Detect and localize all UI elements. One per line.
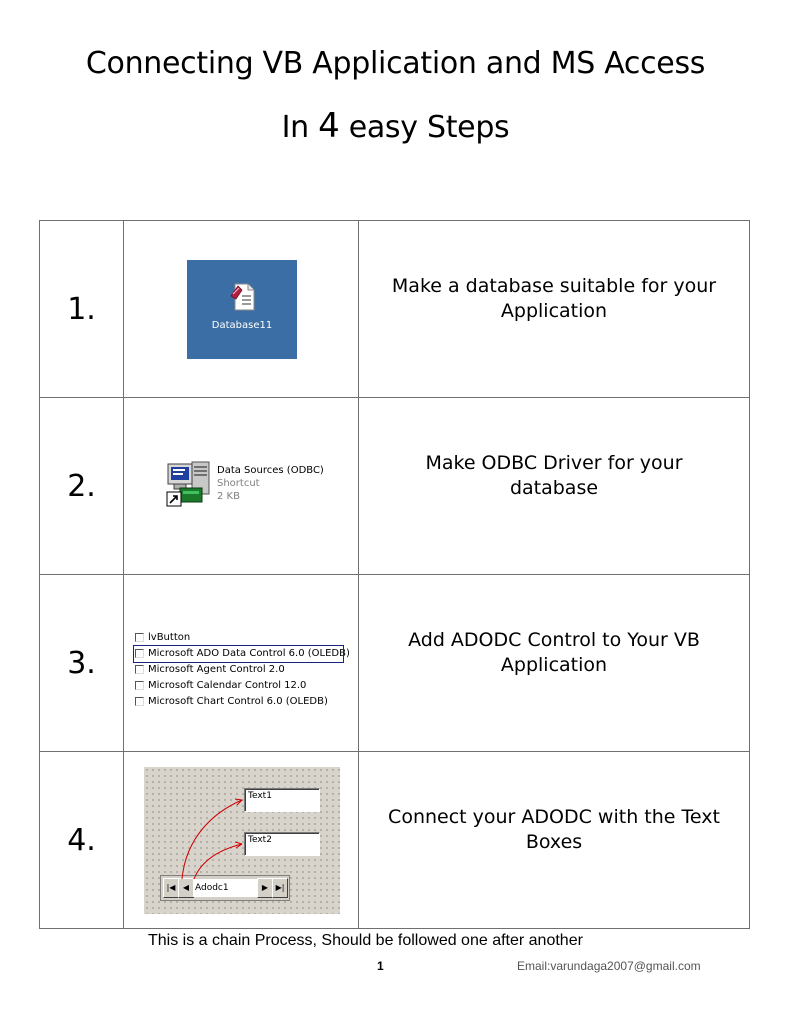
step-number: 4. [40,752,124,929]
step-row-1 [40,221,750,398]
step-number: 3. [40,575,124,752]
odbc-shortcut-icon [166,460,214,508]
move-previous-icon[interactable]: ◀ [178,878,194,898]
components-list [134,630,350,707]
step-description: Add ADODC Control to Your VB Application [359,575,750,752]
steps-table [39,220,750,929]
document-subtitle: In 4 easy Steps [281,106,510,146]
binding-arrows [144,767,340,914]
document-title: Connecting VB Application and MS Access [85,46,706,81]
list-item[interactable]: lvButton [134,630,349,646]
shortcut-size: 2 KB [217,491,240,502]
database-file-label: Database11 [211,320,273,331]
list-item[interactable]: Microsoft Agent Control 2.0 [134,662,349,678]
checkbox[interactable] [135,633,144,642]
vb-form-designer [144,767,340,914]
shortcut-name: Data Sources (ODBC) [217,465,324,476]
step-description: Make ODBC Driver for your database [359,398,750,575]
checkbox[interactable] [135,681,144,690]
list-item-selected[interactable]: Microsoft ADO Data Control 6.0 (OLEDB) [134,646,343,662]
process-note: This is a chain Process, Should be followed one after another [148,932,583,949]
odbc-shortcut-details [217,464,324,503]
move-next-icon[interactable]: ▶ [257,878,273,898]
list-item[interactable]: Microsoft Chart Control 6.0 (OLEDB) [134,694,349,710]
textbox-text1[interactable]: Text1 [244,788,320,812]
checkbox[interactable] [135,665,144,674]
adodc-caption: Adodc1 [193,879,257,897]
page-number: 1 [377,959,384,973]
move-last-icon[interactable]: ▶| [272,878,288,898]
database-desktop-icon [187,260,297,359]
step-number: 2. [40,398,124,575]
shortcut-type: Shortcut [217,478,260,489]
step-image [124,752,359,929]
step-row-4 [40,752,750,929]
step-number: 1. [40,221,124,398]
move-first-icon[interactable]: |◀ [163,878,179,898]
step-description: Make a database suitable for your Application [359,221,750,398]
step-row-2 [40,398,750,575]
step-image [124,575,359,752]
list-item[interactable]: Microsoft Calendar Control 12.0 [134,678,349,694]
textbox-text2[interactable]: Text2 [244,832,320,856]
author-email: Email:varundaga2007@gmail.com [517,959,701,973]
step-row-3 [40,575,750,752]
step-count: 4 [318,106,340,146]
checkbox[interactable] [135,649,144,658]
checkbox[interactable] [135,697,144,706]
step-image [124,398,359,575]
access-file-icon [229,282,257,312]
step-image [124,221,359,398]
step-description: Connect your ADODC with the Text Boxes [359,752,750,929]
